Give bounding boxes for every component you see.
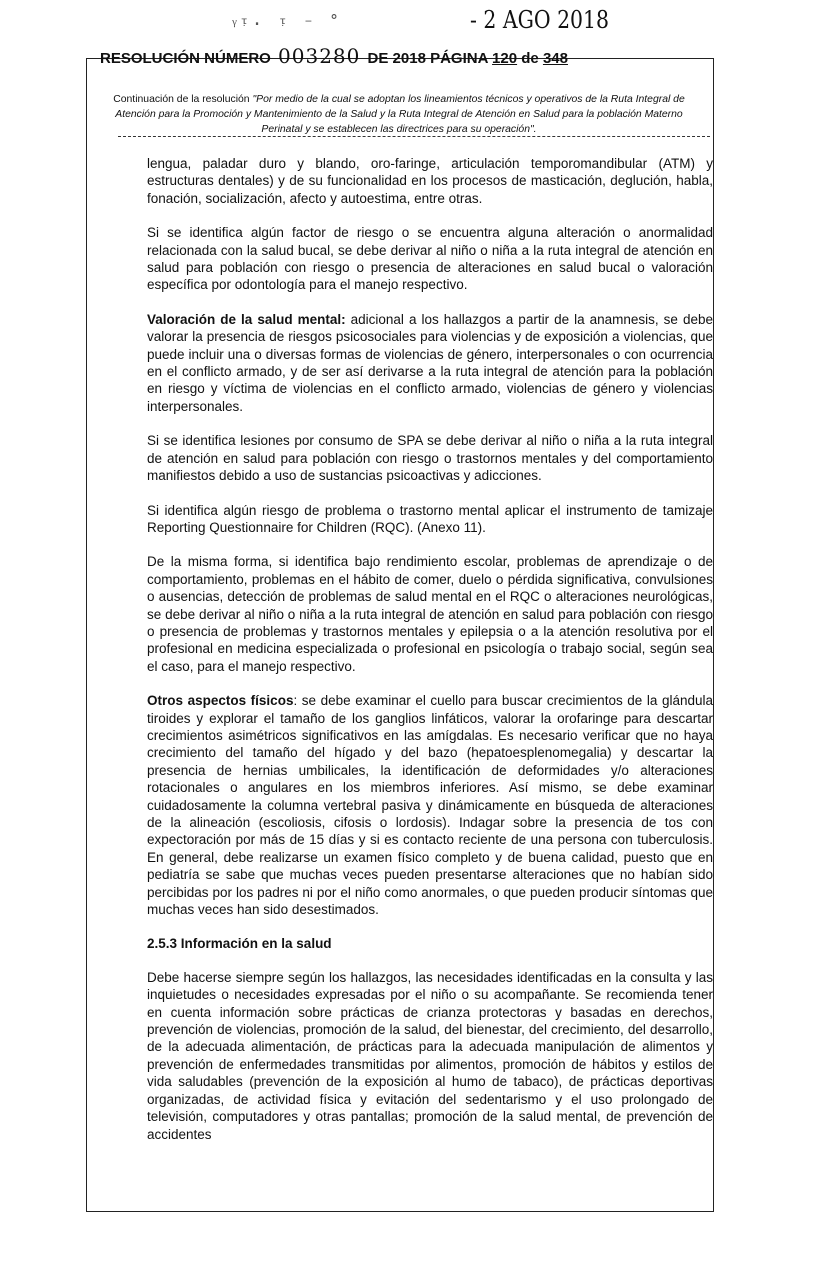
paragraph-oral-health-structures: lengua, paladar duro y blando, oro-faringe, articulación temporomandibular (ATM) y estructuras dentales) y de su funcionalidad en los procesos de masticación, deglución, habla, fonación, socialización, afecto y autoestima, entre otras. <box>147 156 713 206</box>
header-year: DE 2018 <box>367 50 426 67</box>
continuation-lead: Continuación de la resolución <box>113 94 250 105</box>
header-page-label: PÁGINA <box>430 50 488 67</box>
header-prefix: RESOLUCIÓN NÚMERO <box>100 50 271 67</box>
header-of-label: de <box>521 50 539 67</box>
physical-aspects-text: : se debe examinar el cuello para buscar crecimientos de la glándula tiroides y explorar el tamaño de los ganglios linfáticos, valorar la orofaringe para descartar crecimientos asimétricos significativos en las amígdalas. Es necesario verificar que no haya crecimiento del tamaño del hígado y del bazo (hepatoesplenomegalia) y descartar la presencia de hernias umbilicales, la identificación de deformidades y/o alteraciones rotacionales o angulares en los miembros inferiores. Así mismo, se debe examinar cuidadosamente la columna vertebral pasiva y dinámicamente en búsqueda de alteraciones de la alineación (escoliosis, cifosis o lordosis). Indagar sobre la presencia de tos con expectoración por más de 15 días y si es contacto reciente de una persona con tuberculosis. En general, debe realizarse un examen físico completo y de buena calidad, puesto que en pediatría se sabe que muchas veces pueden presentarse alteraciones que no habían sido percibidas por los padres ni por el niño como anormales, o que pueden producir síntomas que muchas veces han sido desestimados. <box>147 693 713 918</box>
continuation-note <box>110 92 688 137</box>
paragraph-rqc-screening: Si identifica algún riesgo de problema o trastorno mental aplicar el instrumento de tamizaje Reporting Questionnaire for Children (RQC). (Anexo 11). <box>147 502 713 535</box>
paragraph-school-performance: De la misma forma, si identifica bajo rendimiento escolar, problemas de aprendizaje o de comportamiento, problemas en el hábito de comer, duelo o pérdida significativa, convulsiones o ausencias, detección de problemas de salud mental en el RQC o alteraciones neurológicas, se debe derivar al niño o niña a la ruta integral de atención en salud para población con riesgo o presencia de problemas y trastornos mentales y epilepsia o a la atención resolutiva por el profesional en medicina especializada o profesional en psicología o trabajo social, según sea el caso, para el manejo respectivo. <box>147 554 713 674</box>
mental-health-title: Valoración de la salud mental: <box>147 311 346 327</box>
stamp-scribble: ᵞᵎ· ᵎ ⁻ ˚ <box>232 14 342 35</box>
paragraph-oral-health-referral: Si se identifica algún factor de riesgo o se encuentra alguna alteración o anormalidad relacionada con la salud bucal, se debe derivar al niño o niña a la ruta integral de atención en salud para población con riesgo o presencia de alteraciones en salud bucal o valoración específica por odontología para el manejo respectivo. <box>147 225 713 293</box>
paragraph-mental-health <box>147 311 713 415</box>
resolution-number: 003280 <box>278 44 361 68</box>
continuation-text: "Por medio de la cual se adoptan los lineamientos técnicos y operativos de la Ruta Integral de Atención para la Promoción y Mantenimiento de la Salud y la Ruta Integral de Atención en Salud para la población Materno Perinatal y se establecen las directrices para su operación". <box>115 94 685 135</box>
header-page-number: 120 <box>492 50 518 67</box>
paragraph-spa-lesions: Si se identifica lesiones por consumo de SPA se debe derivar al niño o niña a la ruta integral de atención en salud para población con riesgo o trastornos mentales y del comportamiento manifiestos debido a uso de sustancias psicoactivas y adicciones. <box>147 433 713 484</box>
document-body <box>147 155 713 1160</box>
paragraph-physical-aspects <box>147 692 713 918</box>
dashed-divider <box>118 136 710 137</box>
stamp-mark <box>232 14 341 35</box>
header-total-pages: 348 <box>542 50 568 67</box>
paragraph-health-information: Debe hacerse siempre según los hallazgos, las necesidades identificadas en la consulta y las inquietudes o necesidades expresadas por el niño o su acompañante. Se recomienda tener en cuenta información sobre prácticas de crianza protectoras y basadas en derechos, prevención de violencias, promoción de la salud, del bienestar, del crecimiento, del desarrollo, de la adecuada alimentación, de prácticas para la adecuada manipulación de alimentos y prevención de enfermedades transmitidas por alimentos, promoción de hábitos y estilos de vida saludables (prevención de la exposición al humo de tabaco), de prácticas deportivas organizadas, de actividad física y evitación del sedentarismo y el uso prolongado de televisión, computadores y otras pantallas; promoción de la salud mental, de prevención de accidentes <box>147 969 713 1142</box>
physical-aspects-title: Otros aspectos físicos <box>147 693 294 709</box>
mental-health-text: adicional a los hallazgos a partir de la anamnesis, se debe valorar la presencia de riesgos psicosociales para violencias y de exposición a violencias, que puede incluir una o diversas formas de violencias de género, interpersonales o con ocurrencia en el conflicto armado, y de ser así derivarse a la ruta integral de atención para la población en riesgo y víctima de violencias en el conflicto armado, violencias de género y violencias interpersonales. <box>147 311 713 414</box>
section-heading-health-information: 2.5.3 Información en la salud <box>147 936 332 952</box>
handwritten-date: - 2 AGO 2018 <box>470 6 610 34</box>
resolution-header <box>100 44 700 68</box>
